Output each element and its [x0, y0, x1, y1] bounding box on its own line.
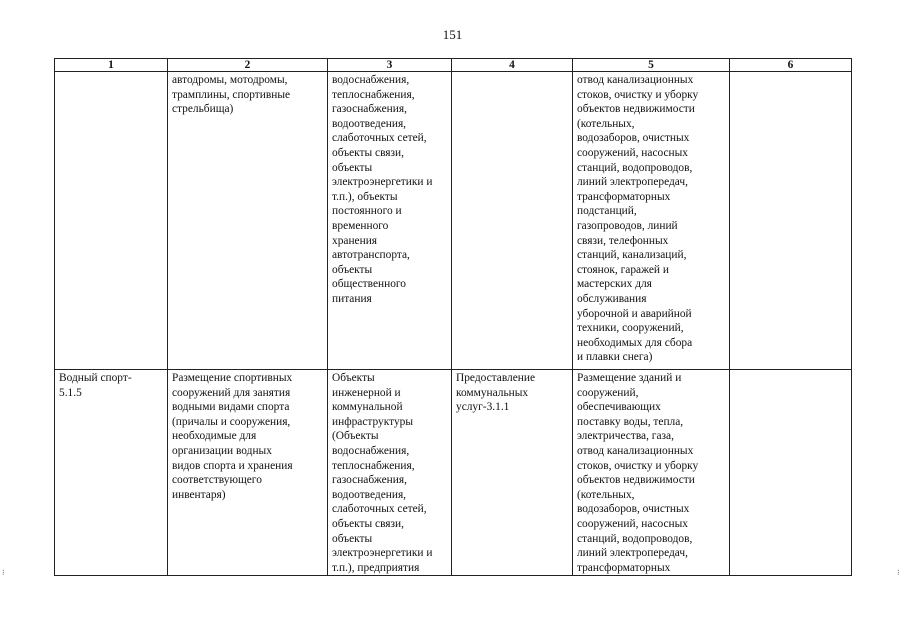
- cell-text: Размещение спортивных сооружений для занятия водными видами спорта (причалы и сооружения, необходимые для организации водных видов спорта и хранения соответствующего инвентаря): [172, 372, 293, 501]
- column-header: 3: [328, 59, 452, 72]
- scan-edge-mark: ⁝: [897, 568, 900, 577]
- cell-text: Размещение зданий и сооружений, обеспечивающих поставку воды, тепла, электричества, газа, отвод канализационных стоков, очистку и уборку объектов недвижимости (котельных, водозаборов, очистных сооружений, насосных станций, водопроводов, линий электропередач, трансформаторных: [577, 372, 699, 574]
- table-cell: [452, 370, 573, 576]
- column-header: 2: [168, 59, 328, 72]
- cell-text: Объекты инженерной и коммунальной инфраструктуры (Объекты водоснабжения, теплоснабжения, газоснабжения, водоотведения, слаботочных сетей, объекты связи, объекты электроэнергетики и т.п.), предприятия: [332, 372, 433, 574]
- table-row: [55, 370, 852, 576]
- table-cell: [168, 72, 328, 370]
- table-cell: [55, 370, 168, 576]
- column-header: 5: [573, 59, 730, 72]
- table-cell: [730, 72, 852, 370]
- cell-text: Предоставление коммунальных услуг-3.1.1: [456, 372, 536, 414]
- column-header: 6: [730, 59, 852, 72]
- column-header: 1: [55, 59, 168, 72]
- table-cell: [55, 72, 168, 370]
- regulations-table: [54, 58, 852, 576]
- cell-text: Водный спорт- 5.1.5: [59, 372, 132, 399]
- table-cell: [328, 370, 452, 576]
- table-cell: [328, 72, 452, 370]
- cell-text: водоснабжения, теплоснабжения, газоснабжения, водоотведения, слаботочных сетей, объекты связи, объекты электроэнергетики и т.п.), объекты постоянного и временного хранения автотранспорта, объекты общественного питания: [332, 74, 433, 305]
- table-cell: [730, 370, 852, 576]
- table-cell: [168, 370, 328, 576]
- scan-edge-mark: ⁝: [2, 568, 5, 577]
- table-cell: [573, 370, 730, 576]
- cell-text: автодромы, мотодромы, трамплины, спортивные стрельбища): [172, 74, 291, 116]
- table-row: [55, 72, 852, 370]
- table-cell: [452, 72, 573, 370]
- column-header: 4: [452, 59, 573, 72]
- cell-text: отвод канализационных стоков, очистку и уборку объектов недвижимости (котельных, водозаборов, очистных сооружений, насосных станций, водопроводов, линий электропередач, трансформаторных подстанций, газопроводов, линий связи, телефонных станций, канализаций, стоянок, гаражей и мастерских для обслуживания уборочной и аварийной техники, сооружений, необходимых для сбора и плавки снега): [577, 74, 699, 364]
- table-cell: [573, 72, 730, 370]
- page-number: 151: [442, 27, 463, 42]
- table-header-row: [55, 59, 852, 72]
